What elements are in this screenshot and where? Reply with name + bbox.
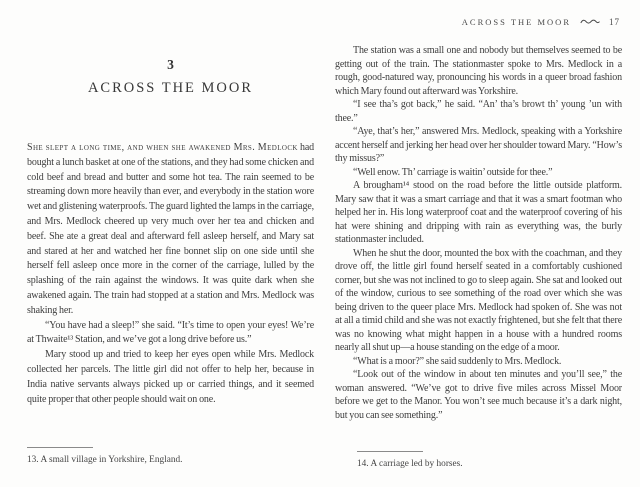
footnote-marker: 14. [357,459,369,469]
right-page [335,44,622,470]
paragraph: A brougham¹⁴ stood on the road before the little outside platform. Mary saw that it was a smart carriage and that it was a smart footman who helped her in. His long waterproof coat and the waterproof covering of his hat were shining and dripping with rain as everything was, the burly stationmaster included. [335,180,622,245]
running-head [462,17,620,27]
footnote-right [335,451,622,470]
footnote-left [27,447,314,466]
paragraph: “Aye, that’s her,” answered Mrs. Medlock, speaking with a Yorkshire accent herself and jerking her head over her shoulder toward Mary. “How’s thy missus?” [335,126,622,164]
paragraph: When he shut the door, mounted the box with the coachman, and they drove off, the little girl found herself seated in a comfortably cushioned corner, but she was not inclined to go to sleep again. She sat and looked out of the window, curious to see something of the road over which she was being driven to the queer place Mrs. Medlock had spoken of. She was not at all a timid child and she was not exactly frightened, but she felt that there was no knowing what might happen in a house with a hundred rooms nearly all shut up—a house standing on the edge of a moor. [335,247,622,353]
paragraph: “You have had a sleep!” she said. “It’s time to open your eyes! We’re at Thwaite¹³ Station, and we’ve got a long drive before us.” [27,319,314,346]
page-number: 17 [609,17,620,27]
chapter-title: ACROSS THE MOOR [87,80,254,96]
footnote-divider [27,447,93,448]
chapter-head [27,57,314,97]
right-page-body [335,44,622,422]
paragraph [27,141,314,319]
footnote-text: A small village in Yorkshire, England. [40,455,183,465]
paragraph: “I see tha’s got back,” he said. “An’ tha’s browt th’ young ’un with thee.” [335,99,622,124]
smallcaps-lead: She slept a long time, and when she awakened Mrs. Medlock [27,142,298,153]
wave-flourish-icon [580,18,600,26]
running-title: ACROSS THE MOOR [461,17,571,27]
footnote-divider [357,451,423,452]
footnote-text: A carriage led by horses. [370,459,463,469]
paragraph: “Look out of the window in about ten minutes and you’ll see,” the woman answered. “We’ve got to drive five miles across Missel Moor before we get to the Manor. You won’t see much because it’s a dark night, but you can see something.” [335,369,622,421]
paragraph-text: had bought a lunch basket at one of the stations, and they had some chicken and cold beef and bread and butter and some hot tea. The rain seemed to be streaming down more heavily than ever, and everybody in the station wore wet and glistening waterproofs. The guard lighted the lamps in the carriage, and Mrs. Medlock cheered up very much over her tea and chicken and beef. She ate a great deal and afterward fell asleep herself, and Mary sat and stared at her and watched her fine bonnet slip on one side until she herself fell asleep once more in the corner of the carriage, lulled by the splashing of the rain against the windows. It was quite dark when she awakened again. The train had stopped at a station and Mrs. Medlock was shaking her. [27,142,314,316]
chapter-number: 3 [167,57,174,72]
left-page [27,57,314,466]
paragraph: “Well enow. Th’ carriage is waitin’ outside for thee.” [353,166,553,178]
paragraph: “What is a moor?” she said suddenly to Mrs. Medlock. [353,355,562,367]
paragraph: The station was a small one and nobody but themselves seemed to be getting out of the train. The stationmaster spoke to Mrs. Medlock in a rough, good-natured way, pronouncing his words in a queer broad fashion which Mary found out afterward was Yorkshire. [335,45,622,97]
footnote-marker: 13. [27,455,39,465]
paragraph: Mary stood up and tried to keep her eyes open while Mrs. Medlock collected her parcels. The little girl did not offer to help her, because in India native servants always picked up or carried things, and it seemed quite proper that other people should wait on one. [27,349,314,405]
left-page-body [27,141,314,407]
